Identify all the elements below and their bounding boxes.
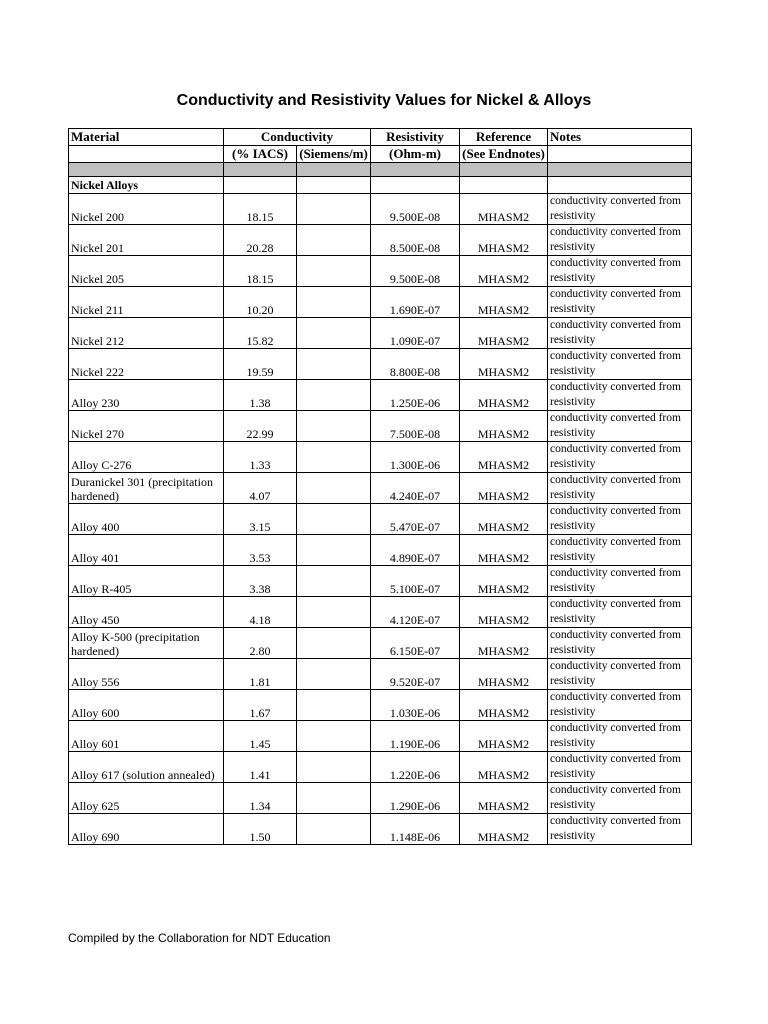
reference-cell: MHASM2 bbox=[460, 225, 548, 256]
resistivity-cell: 9.500E-08 bbox=[371, 256, 460, 287]
notes-cell: conductivity converted from resistivity bbox=[548, 225, 692, 256]
reference-cell: MHASM2 bbox=[460, 628, 548, 659]
section-blank bbox=[297, 177, 371, 194]
table-row bbox=[69, 690, 692, 721]
header-ohm: (Ohm-m) bbox=[371, 146, 460, 163]
iacs-cell: 2.80 bbox=[224, 628, 297, 659]
section-row bbox=[69, 177, 692, 194]
table-row bbox=[69, 628, 692, 659]
material-cell: Nickel 212 bbox=[69, 318, 224, 349]
notes-cell: conductivity converted from resistivity bbox=[548, 628, 692, 659]
reference-cell: MHASM2 bbox=[460, 721, 548, 752]
siemens-cell bbox=[297, 752, 371, 783]
material-cell: Alloy R-405 bbox=[69, 566, 224, 597]
reference-cell: MHASM2 bbox=[460, 194, 548, 225]
resistivity-cell: 4.120E-07 bbox=[371, 597, 460, 628]
table-row bbox=[69, 783, 692, 814]
notes-cell: conductivity converted from resistivity bbox=[548, 597, 692, 628]
siemens-cell bbox=[297, 690, 371, 721]
header-material: Material bbox=[69, 129, 224, 146]
iacs-cell: 10.20 bbox=[224, 287, 297, 318]
header-iacs: (% IACS) bbox=[224, 146, 297, 163]
table-row bbox=[69, 535, 692, 566]
table-row bbox=[69, 256, 692, 287]
material-cell: Alloy 600 bbox=[69, 690, 224, 721]
iacs-cell: 18.15 bbox=[224, 194, 297, 225]
material-cell: Alloy 690 bbox=[69, 814, 224, 845]
iacs-cell: 1.50 bbox=[224, 814, 297, 845]
iacs-cell: 1.33 bbox=[224, 442, 297, 473]
material-cell: Nickel 201 bbox=[69, 225, 224, 256]
material-cell: Alloy 450 bbox=[69, 597, 224, 628]
material-cell: Alloy 625 bbox=[69, 783, 224, 814]
notes-cell: conductivity converted from resistivity bbox=[548, 783, 692, 814]
resistivity-cell: 1.190E-06 bbox=[371, 721, 460, 752]
iacs-cell: 22.99 bbox=[224, 411, 297, 442]
table-row bbox=[69, 225, 692, 256]
reference-cell: MHASM2 bbox=[460, 783, 548, 814]
notes-cell: conductivity converted from resistivity bbox=[548, 690, 692, 721]
unit-header-notes-blank bbox=[548, 146, 692, 163]
reference-cell: MHASM2 bbox=[460, 690, 548, 721]
reference-cell: MHASM2 bbox=[460, 442, 548, 473]
siemens-cell bbox=[297, 597, 371, 628]
material-cell: Nickel 270 bbox=[69, 411, 224, 442]
resistivity-cell: 5.470E-07 bbox=[371, 504, 460, 535]
table-row bbox=[69, 380, 692, 411]
notes-cell: conductivity converted from resistivity bbox=[548, 349, 692, 380]
siemens-cell bbox=[297, 442, 371, 473]
siemens-cell bbox=[297, 628, 371, 659]
siemens-cell bbox=[297, 783, 371, 814]
notes-cell: conductivity converted from resistivity bbox=[548, 535, 692, 566]
material-cell: Nickel 211 bbox=[69, 287, 224, 318]
resistivity-cell: 1.300E-06 bbox=[371, 442, 460, 473]
notes-cell: conductivity converted from resistivity bbox=[548, 411, 692, 442]
resistivity-cell: 6.150E-07 bbox=[371, 628, 460, 659]
notes-cell: conductivity converted from resistivity bbox=[548, 442, 692, 473]
reference-cell: MHASM2 bbox=[460, 597, 548, 628]
table-row bbox=[69, 814, 692, 845]
notes-cell: conductivity converted from resistivity bbox=[548, 287, 692, 318]
iacs-cell: 4.18 bbox=[224, 597, 297, 628]
header-endnotes: (See Endnotes) bbox=[460, 146, 548, 163]
siemens-cell bbox=[297, 380, 371, 411]
table-row bbox=[69, 442, 692, 473]
material-cell: Alloy 401 bbox=[69, 535, 224, 566]
siemens-cell bbox=[297, 659, 371, 690]
table-row bbox=[69, 318, 692, 349]
reference-cell: MHASM2 bbox=[460, 566, 548, 597]
notes-cell: conductivity converted from resistivity bbox=[548, 194, 692, 225]
gray-cell bbox=[548, 163, 692, 177]
resistivity-cell: 1.030E-06 bbox=[371, 690, 460, 721]
siemens-cell bbox=[297, 535, 371, 566]
iacs-cell: 1.81 bbox=[224, 659, 297, 690]
siemens-cell bbox=[297, 225, 371, 256]
gray-cell bbox=[297, 163, 371, 177]
resistivity-cell: 4.240E-07 bbox=[371, 473, 460, 504]
siemens-cell bbox=[297, 721, 371, 752]
section-label: Nickel Alloys bbox=[69, 177, 224, 194]
material-cell: Duranickel 301 (precipitation hardened) bbox=[69, 473, 224, 504]
table-row bbox=[69, 194, 692, 225]
header-conductivity: Conductivity bbox=[224, 129, 371, 146]
table-row bbox=[69, 287, 692, 318]
conductivity-table bbox=[68, 128, 692, 845]
iacs-cell: 3.53 bbox=[224, 535, 297, 566]
resistivity-cell: 9.520E-07 bbox=[371, 659, 460, 690]
notes-cell: conductivity converted from resistivity bbox=[548, 721, 692, 752]
iacs-cell: 1.38 bbox=[224, 380, 297, 411]
notes-cell: conductivity converted from resistivity bbox=[548, 473, 692, 504]
siemens-cell bbox=[297, 349, 371, 380]
resistivity-cell: 1.290E-06 bbox=[371, 783, 460, 814]
siemens-cell bbox=[297, 256, 371, 287]
header-siemens: (Siemens/m) bbox=[297, 146, 371, 163]
resistivity-cell: 1.148E-06 bbox=[371, 814, 460, 845]
reference-cell: MHASM2 bbox=[460, 659, 548, 690]
iacs-cell: 4.07 bbox=[224, 473, 297, 504]
notes-cell: conductivity converted from resistivity bbox=[548, 659, 692, 690]
gray-cell bbox=[69, 163, 224, 177]
iacs-cell: 1.67 bbox=[224, 690, 297, 721]
page-title: Conductivity and Resistivity Values for Nickel & Alloys bbox=[176, 92, 592, 109]
section-blank bbox=[460, 177, 548, 194]
material-cell: Nickel 200 bbox=[69, 194, 224, 225]
notes-cell: conductivity converted from resistivity bbox=[548, 380, 692, 411]
section-blank bbox=[224, 177, 297, 194]
siemens-cell bbox=[297, 473, 371, 504]
material-cell: Alloy 230 bbox=[69, 380, 224, 411]
notes-cell: conductivity converted from resistivity bbox=[548, 814, 692, 845]
siemens-cell bbox=[297, 504, 371, 535]
table-row bbox=[69, 411, 692, 442]
table-row bbox=[69, 752, 692, 783]
iacs-cell: 19.59 bbox=[224, 349, 297, 380]
material-cell: Alloy 617 (solution annealed) bbox=[69, 752, 224, 783]
siemens-cell bbox=[297, 318, 371, 349]
iacs-cell: 3.15 bbox=[224, 504, 297, 535]
notes-cell: conductivity converted from resistivity bbox=[548, 318, 692, 349]
reference-cell: MHASM2 bbox=[460, 411, 548, 442]
footer-credit: Compiled by the Collaboration for NDT Education bbox=[68, 931, 331, 945]
siemens-cell bbox=[297, 194, 371, 225]
material-cell: Alloy 400 bbox=[69, 504, 224, 535]
reference-cell: MHASM2 bbox=[460, 349, 548, 380]
header-resistivity: Resistivity bbox=[371, 129, 460, 146]
header-row bbox=[69, 129, 692, 146]
reference-cell: MHASM2 bbox=[460, 287, 548, 318]
gray-cell bbox=[224, 163, 297, 177]
notes-cell: conductivity converted from resistivity bbox=[548, 504, 692, 535]
gray-separator-row bbox=[69, 163, 692, 177]
resistivity-cell: 1.220E-06 bbox=[371, 752, 460, 783]
unit-header-row bbox=[69, 146, 692, 163]
notes-cell: conductivity converted from resistivity bbox=[548, 256, 692, 287]
header-notes: Notes bbox=[548, 129, 692, 146]
reference-cell: MHASM2 bbox=[460, 504, 548, 535]
resistivity-cell: 5.100E-07 bbox=[371, 566, 460, 597]
resistivity-cell: 8.500E-08 bbox=[371, 225, 460, 256]
table-row bbox=[69, 721, 692, 752]
notes-cell: conductivity converted from resistivity bbox=[548, 566, 692, 597]
iacs-cell: 18.15 bbox=[224, 256, 297, 287]
table-row bbox=[69, 349, 692, 380]
table-row bbox=[69, 566, 692, 597]
material-cell: Alloy 601 bbox=[69, 721, 224, 752]
iacs-cell: 20.28 bbox=[224, 225, 297, 256]
notes-cell: conductivity converted from resistivity bbox=[548, 752, 692, 783]
reference-cell: MHASM2 bbox=[460, 473, 548, 504]
reference-cell: MHASM2 bbox=[460, 256, 548, 287]
reference-cell: MHASM2 bbox=[460, 752, 548, 783]
material-cell: Alloy C-276 bbox=[69, 442, 224, 473]
gray-cell bbox=[460, 163, 548, 177]
material-cell: Nickel 222 bbox=[69, 349, 224, 380]
resistivity-cell: 1.250E-06 bbox=[371, 380, 460, 411]
siemens-cell bbox=[297, 411, 371, 442]
resistivity-cell: 8.800E-08 bbox=[371, 349, 460, 380]
unit-header-blank bbox=[69, 146, 224, 163]
resistivity-cell: 4.890E-07 bbox=[371, 535, 460, 566]
iacs-cell: 15.82 bbox=[224, 318, 297, 349]
iacs-cell: 1.41 bbox=[224, 752, 297, 783]
resistivity-cell: 7.500E-08 bbox=[371, 411, 460, 442]
material-cell: Alloy 556 bbox=[69, 659, 224, 690]
section-blank bbox=[548, 177, 692, 194]
siemens-cell bbox=[297, 814, 371, 845]
table-row bbox=[69, 659, 692, 690]
resistivity-cell: 9.500E-08 bbox=[371, 194, 460, 225]
table-row bbox=[69, 473, 692, 504]
reference-cell: MHASM2 bbox=[460, 318, 548, 349]
material-cell: Nickel 205 bbox=[69, 256, 224, 287]
gray-cell bbox=[371, 163, 460, 177]
reference-cell: MHASM2 bbox=[460, 535, 548, 566]
header-reference: Reference bbox=[460, 129, 548, 146]
table-row bbox=[69, 504, 692, 535]
reference-cell: MHASM2 bbox=[460, 380, 548, 411]
material-cell: Alloy K-500 (precipitation hardened) bbox=[69, 628, 224, 659]
siemens-cell bbox=[297, 566, 371, 597]
table-row bbox=[69, 597, 692, 628]
section-blank bbox=[371, 177, 460, 194]
reference-cell: MHASM2 bbox=[460, 814, 548, 845]
iacs-cell: 1.34 bbox=[224, 783, 297, 814]
resistivity-cell: 1.690E-07 bbox=[371, 287, 460, 318]
iacs-cell: 1.45 bbox=[224, 721, 297, 752]
iacs-cell: 3.38 bbox=[224, 566, 297, 597]
resistivity-cell: 1.090E-07 bbox=[371, 318, 460, 349]
siemens-cell bbox=[297, 287, 371, 318]
